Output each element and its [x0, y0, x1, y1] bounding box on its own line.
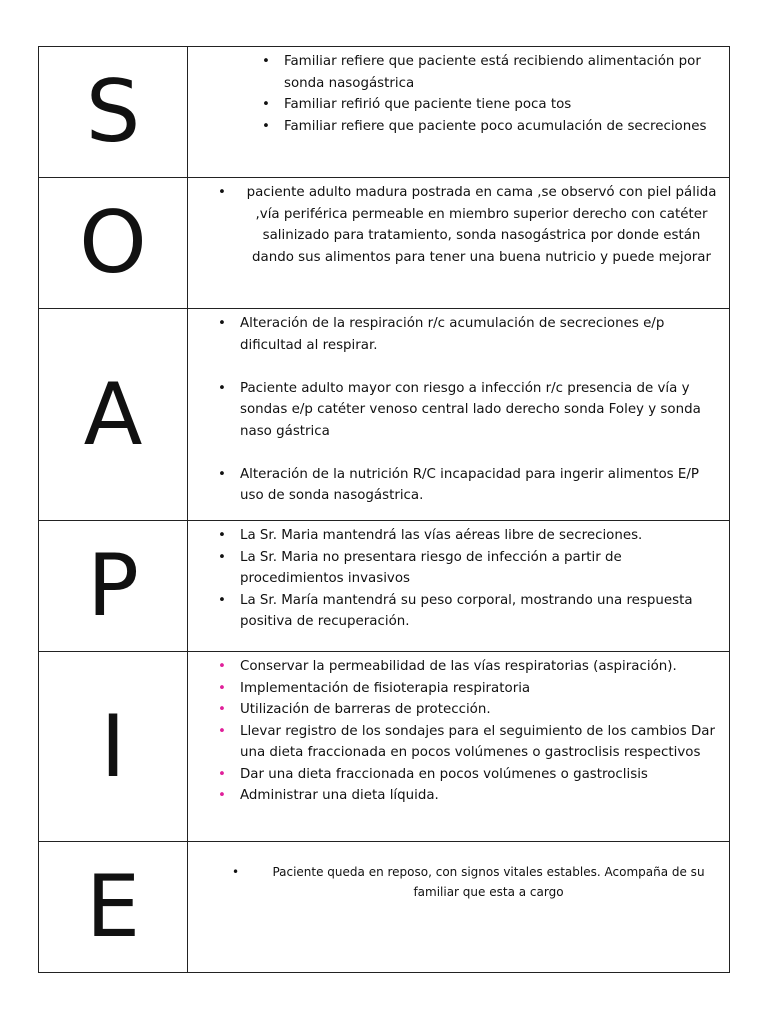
list-item: • Dar una dieta fraccionada en pocos volúmenes o gastroclisis [240, 764, 721, 786]
list-item: • Alteración de la respiración r/c acumulación de secreciones e/p dificultad al respirar. [240, 313, 721, 356]
letter-s: S [39, 47, 188, 178]
list-item: • Utilización de barreras de protección. [240, 699, 721, 721]
soap-row-a [39, 309, 730, 521]
intervention-content [188, 652, 730, 842]
list-item: • paciente adulto madura postrada en cama ,se observó con piel pálida ,vía periférica permeable en miembro superior derecho con catéter salinizado para tratamiento, sonda nasogástrica por donde están dando sus alimentos para tener una buena nutricio y puede mejorar [242, 182, 721, 268]
soap-table [38, 46, 730, 973]
list-item: • Implementación de fisioterapia respiratoria [240, 678, 721, 700]
list-item: • Paciente adulto mayor con riesgo a infección r/c presencia de vía y sondas e/p catéter venoso central lado derecho sonda Foley y sonda naso gástrica [240, 378, 721, 443]
list-item: • Familiar refiere que paciente poco acumulación de secreciones [284, 116, 721, 138]
evaluation-content [188, 842, 730, 973]
letter-e: E [39, 842, 188, 973]
list-item: • Administrar una dieta líquida. [240, 785, 721, 807]
list-item: • Conservar la permeabilidad de las vías respiratorias (aspiración). [240, 656, 721, 678]
list-item: • La Sr. Maria no presentara riesgo de infección a partir de procedimientos invasivos [240, 547, 721, 590]
plan-list [188, 525, 721, 633]
list-item: • Paciente queda en reposo, con signos vitales estables. Acompaña de su familiar que esta a cargo [256, 862, 721, 902]
letter-p: P [39, 521, 188, 652]
letter-o: O [39, 178, 188, 309]
list-item: • Alteración de la nutrición R/C incapacidad para ingerir alimentos E/P uso de sonda nasogástrica. [240, 464, 721, 507]
subjective-list [188, 51, 721, 137]
intervention-list [188, 656, 721, 807]
list-item: • Familiar refiere que paciente está recibiendo alimentación por sonda nasogástrica [284, 51, 721, 94]
subjective-content [188, 47, 730, 178]
list-item: • La Sr. Maria mantendrá las vías aéreas libre de secreciones. [240, 525, 721, 547]
soap-row-p [39, 521, 730, 652]
list-item: • Familiar refirió que paciente tiene poca tos [284, 94, 721, 116]
letter-i: I [39, 652, 188, 842]
soap-row-s [39, 47, 730, 178]
soap-row-e [39, 842, 730, 973]
assessment-content [188, 309, 730, 521]
assessment-list [188, 313, 721, 507]
plan-content [188, 521, 730, 652]
list-item: • Llevar registro de los sondajes para el seguimiento de los cambios Dar una dieta fraccionada en pocos volúmenes o gastroclisis respectivos [240, 721, 721, 764]
soap-row-o [39, 178, 730, 309]
objective-content [188, 178, 730, 309]
list-item: • La Sr. María mantendrá su peso corporal, mostrando una respuesta positiva de recuperación. [240, 590, 721, 633]
soap-row-i [39, 652, 730, 842]
evaluation-list [188, 846, 721, 902]
letter-a: A [39, 309, 188, 521]
objective-list [188, 182, 721, 268]
